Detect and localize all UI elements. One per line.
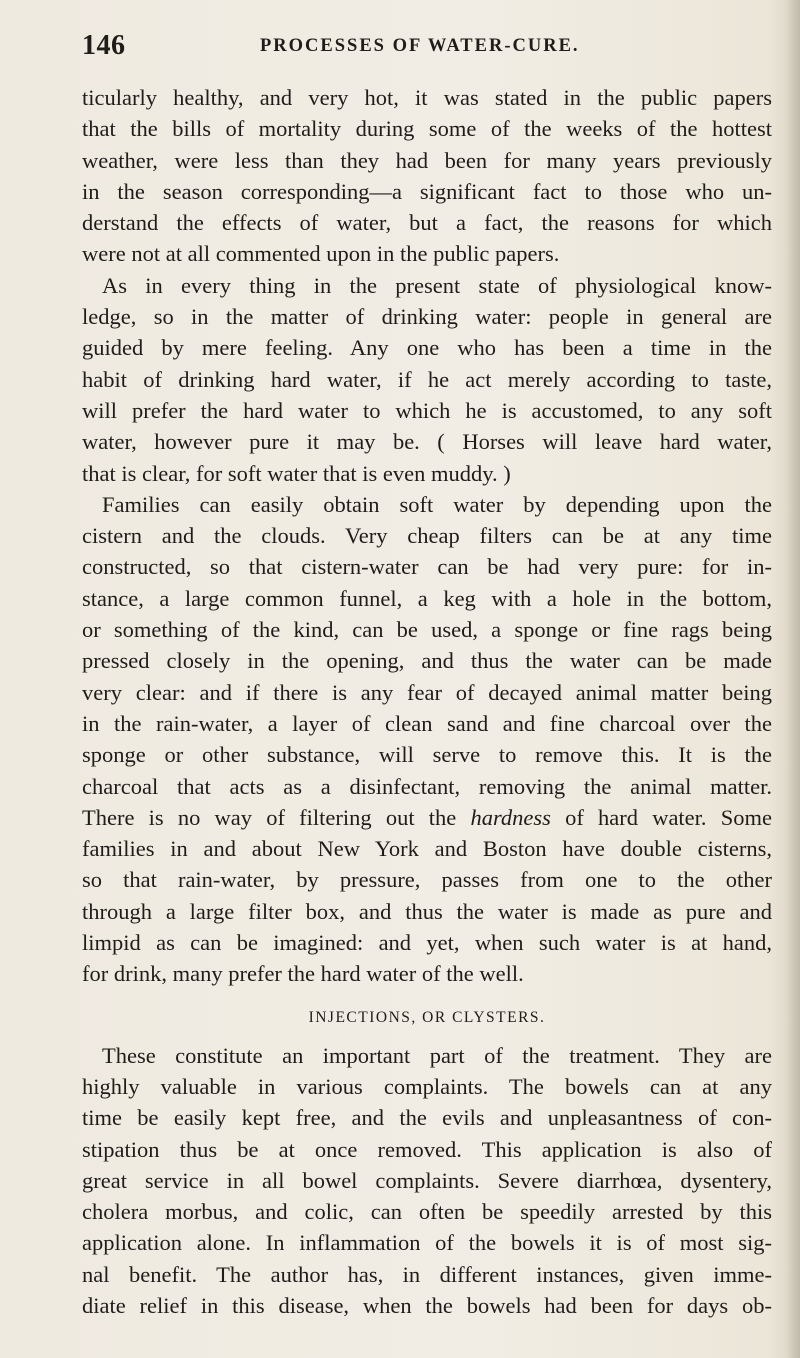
text-line: As in every thing in the present state of physiological know-	[102, 272, 772, 298]
text-line: so that rain-water, by pressure, passes from one to the other	[82, 867, 772, 893]
text-line: cistern and the clouds. Very cheap filters can be at any time	[82, 523, 772, 549]
text-line: ledge, so in the matter of drinking water: people in general are	[82, 304, 772, 330]
text-line: great service in all bowel complaints. Severe diarrhœa, dysentery,	[82, 1167, 772, 1193]
text-line: nal benefit. The author has, in different instances, given imme-	[82, 1261, 772, 1287]
running-head: PROCESSES OF WATER-CURE.	[260, 36, 580, 56]
section-heading: INJECTIONS, OR CLYSTERS.	[308, 1008, 546, 1026]
text-line: in the rain-water, a layer of clean sand and fine charcoal over the	[82, 710, 772, 736]
page-header	[82, 30, 772, 64]
text-line: water, however pure it may be. ( Horses will leave hard water,	[82, 429, 772, 455]
text-line: stipation thus be at once removed. This application is also of	[82, 1136, 772, 1162]
page-edge-shadow	[786, 0, 800, 1358]
text-line: limpid as can be imagined: and yet, when such water is at hand,	[82, 930, 772, 956]
text-line: were not at all commented upon in the public papers.	[82, 241, 560, 267]
text-line-with-italic: There is no way of filtering out the hardness of hard water. Some	[82, 804, 772, 830]
text-line: that the bills of mortality during some of the weeks of the hottest	[82, 116, 772, 142]
text-line: that is clear, for soft water that is even muddy. )	[82, 460, 511, 486]
text-line: ticularly healthy, and very hot, it was stated in the public papers	[82, 85, 772, 110]
text-line: charcoal that acts as a disinfectant, removing the animal matter.	[82, 773, 772, 799]
text-line: sponge or other substance, will serve to remove this. It is the	[82, 742, 772, 768]
text-line: stance, a large common funnel, a keg with a hole in the bottom,	[82, 585, 772, 611]
text-line: very clear: and if there is any fear of decayed animal matter being	[82, 679, 772, 705]
text-line: families in and about New York and Boston have double cisterns,	[82, 836, 772, 862]
text-line: or something of the kind, can be used, a sponge or fine rags being	[82, 617, 772, 643]
text-line: habit of drinking hard water, if he act merely according to taste,	[82, 366, 772, 392]
text-line: for drink, many prefer the hard water of the well.	[82, 961, 524, 987]
text-line: constructed, so that cistern-water can be had very pure: for in-	[82, 554, 772, 580]
text-line: time be easily kept free, and the evils and unpleasantness of con-	[82, 1105, 772, 1131]
text-line: diate relief in this disease, when the bowels had been for days ob-	[82, 1292, 772, 1318]
text-line: cholera morbus, and colic, can often be speedily arrested by this	[82, 1199, 772, 1225]
text-line: will prefer the hard water to which he is accustomed, to any soft	[82, 397, 772, 423]
text-line: application alone. In inflammation of the bowels it is of most sig-	[82, 1230, 772, 1256]
text-line: These constitute an important part of the treatment. They are	[102, 1042, 772, 1068]
page-number: 146	[82, 30, 126, 61]
text-line: highly valuable in various complaints. The bowels can at any	[82, 1073, 772, 1099]
text-line: in the season corresponding—a significant fact to those who un-	[82, 178, 772, 204]
italic-emphasis: hardness	[470, 804, 551, 830]
text-line: pressed closely in the opening, and thus the water can be made	[82, 648, 772, 674]
text-line: through a large filter box, and thus the water is made as pure and	[82, 898, 772, 924]
text-line: weather, were less than they had been for many years previously	[82, 147, 772, 173]
text-line: derstand the effects of water, but a fact, the reasons for which	[82, 210, 772, 236]
text-line: Families can easily obtain soft water by depending upon the	[102, 491, 772, 517]
body-text	[82, 82, 772, 1321]
text-line: guided by mere feeling. Any one who has been a time in the	[82, 335, 772, 361]
